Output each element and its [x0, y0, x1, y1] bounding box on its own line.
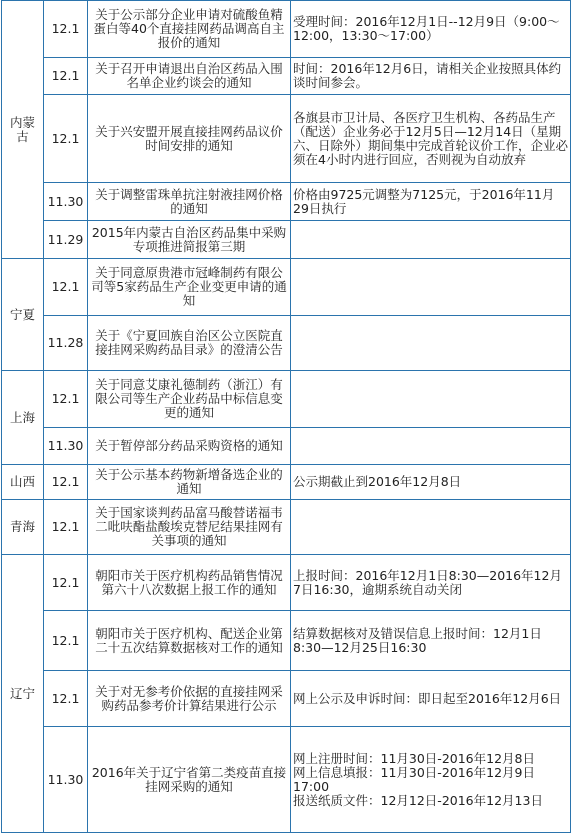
date-cell: 12.1 — [44, 1, 88, 58]
detail-cell: 网上公示及申诉时间：即日起至2016年12月6日 — [291, 671, 571, 727]
notice-title-link[interactable]: 关于同意艾康礼德制药（浙江）有限公司等生产企业药品中标信息变更的通知 — [88, 371, 291, 428]
notice-title-link[interactable]: 关于公示基本药物新增备选企业的通知 — [88, 465, 291, 500]
detail-cell — [291, 259, 571, 316]
detail-cell — [291, 500, 571, 555]
date-cell: 12.1 — [44, 671, 88, 727]
table-row — [2, 671, 571, 727]
date-cell: 12.1 — [44, 371, 88, 428]
table-row — [2, 500, 571, 555]
detail-cell — [291, 428, 571, 465]
notice-title-link[interactable]: 2016年关于辽宁省第二类疫苗直接挂网采购的通知 — [88, 727, 291, 833]
date-cell: 11.29 — [44, 221, 88, 259]
detail-cell: 受理时间：2016年12月1日--12月9日（9:00～12:00，13:30～17:00） — [291, 1, 571, 58]
notice-title-link[interactable]: 2015年内蒙古自治区药品集中采购专项推进简报第三期 — [88, 221, 291, 259]
date-cell: 11.30 — [44, 727, 88, 833]
date-cell: 11.30 — [44, 183, 88, 221]
date-cell: 12.1 — [44, 259, 88, 316]
date-cell: 12.1 — [44, 465, 88, 500]
date-cell: 12.1 — [44, 95, 88, 183]
date-cell: 11.30 — [44, 428, 88, 465]
detail-cell: 结算数据核对及错误信息上报时间：12月1日8:30—12月25日16:30 — [291, 611, 571, 671]
notice-title-link[interactable]: 关于兴安盟开展直接挂网药品议价时间安排的通知 — [88, 95, 291, 183]
date-cell: 12.1 — [44, 500, 88, 555]
table-row — [2, 371, 571, 428]
notice-title-link[interactable]: 关于调整雷珠单抗注射液挂网价格的通知 — [88, 183, 291, 221]
date-cell: 12.1 — [44, 611, 88, 671]
detail-cell — [291, 371, 571, 428]
detail-cell: 网上注册时间：11月30日-2016年12月8日 网上信息填报：11月30日-2016年12月9日17:00 报送纸质文件：12月12日-2016年12月13日 — [291, 727, 571, 833]
detail-cell: 上报时间：2016年12月1日8:30—2016年12月7日16:30，逾期系统自动关闭 — [291, 555, 571, 611]
detail-cell: 价格由9725元调整为7125元，于2016年11月29日执行 — [291, 183, 571, 221]
notice-title-link[interactable]: 朝阳市关于医疗机构药品销售情况第六十八次数据上报工作的通知 — [88, 555, 291, 611]
table-row — [2, 555, 571, 611]
date-cell: 11.28 — [44, 316, 88, 371]
table-row — [2, 58, 571, 95]
table-row — [2, 727, 571, 833]
notice-title-link[interactable]: 关于召开申请退出自治区药品入围名单企业约谈会的通知 — [88, 58, 291, 95]
date-cell: 12.1 — [44, 555, 88, 611]
table-row — [2, 611, 571, 671]
region-cell: 内蒙古 — [2, 1, 44, 259]
region-cell: 宁夏 — [2, 259, 44, 371]
notice-title-link[interactable]: 关于暂停部分药品采购资格的通知 — [88, 428, 291, 465]
notice-title-link[interactable]: 关于国家谈判药品富马酸替诺福韦二吡呋酯盐酸埃克替尼结果挂网有关事项的通知 — [88, 500, 291, 555]
detail-cell: 时间：2016年12月6日，请相关企业按照具体约谈时间参会。 — [291, 58, 571, 95]
table-row — [2, 95, 571, 183]
notice-title-link[interactable]: 关于公示部分企业申请对硫酸鱼精蛋白等40个直接挂网药品调高自主报价的通知 — [88, 1, 291, 58]
region-cell: 山西 — [2, 465, 44, 500]
notice-title-link[interactable]: 关于同意原贵港市冠峰制药有限公司等5家药品生产企业变更申请的通知 — [88, 259, 291, 316]
table-row — [2, 316, 571, 371]
table-row — [2, 465, 571, 500]
table-row — [2, 259, 571, 316]
notice-title-link[interactable]: 关于《宁夏回族自治区公立医院直接挂网采购药品目录》的澄清公告 — [88, 316, 291, 371]
table-row — [2, 221, 571, 259]
date-cell: 12.1 — [44, 58, 88, 95]
detail-cell — [291, 316, 571, 371]
notice-title-link[interactable]: 关于对无参考价依据的直接挂网采购药品参考价计算结果进行公示 — [88, 671, 291, 727]
detail-cell — [291, 221, 571, 259]
detail-cell: 各旗县市卫计局、各医疗卫生机构、各药品生产（配送）企业务必于12月5日—12月14日（星期六、日除外）期间集中完成首轮议价工作，企业必须在4小时内进行回应，否则视为自动放弃 — [291, 95, 571, 183]
notice-title-link[interactable]: 朝阳市关于医疗机构、配送企业第二十五次结算数据核对工作的通知 — [88, 611, 291, 671]
procurement-notice-table — [1, 0, 571, 833]
region-cell: 青海 — [2, 500, 44, 555]
table-row — [2, 183, 571, 221]
table-row — [2, 428, 571, 465]
region-cell: 上海 — [2, 371, 44, 465]
table-row — [2, 1, 571, 58]
detail-cell: 公示期截止到2016年12月8日 — [291, 465, 571, 500]
region-cell: 辽宁 — [2, 555, 44, 833]
